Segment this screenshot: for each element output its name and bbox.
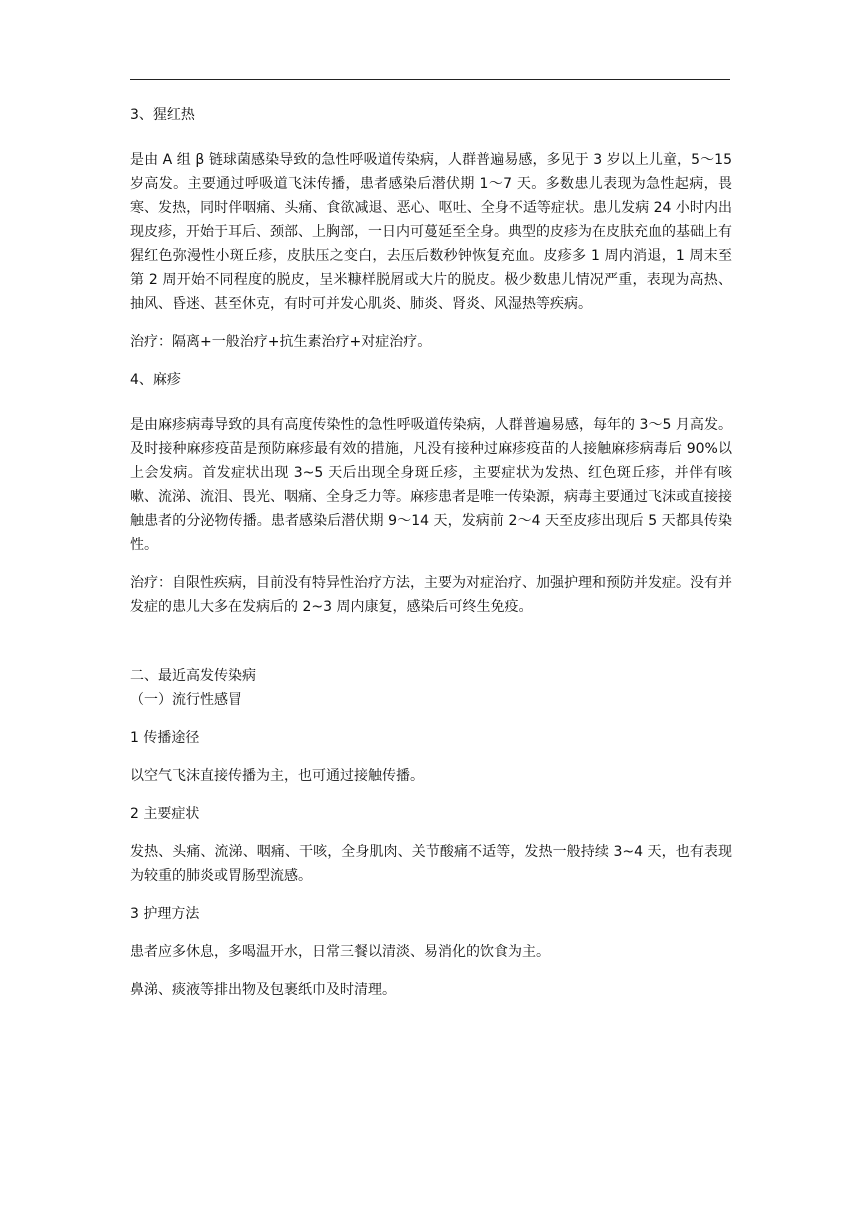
section-heading-scarlet-fever: 3、猩红热 — [130, 107, 195, 123]
influenza-care-text-2: 鼻涕、痰液等排出物及包裹纸巾及时清理。 — [130, 982, 396, 998]
measles-treatment: 治疗：自限性疾病，目前没有特异性治疗方法，主要为对症治疗、加强护理和预防并发症。没有并发症的患儿大多在发病后的 2~3 周内康复，感染后可终生免疫。 — [130, 575, 732, 615]
influenza-symptoms-text: 发热、头痛、流涕、咽痛、干咳，全身肌肉、关节酸痛不适等，发热一般持续 3~4 天，也有表现为较重的肺炎或胃肠型流感。 — [130, 844, 732, 884]
measles-description: 是由麻疹病毒导致的具有高度传染性的急性呼吸道传染病，人群普遍易感，每年的 3～5 月高发。及时接种麻疹疫苗是预防麻疹最有效的措施，凡没有接种过麻疹疫苗的人接触麻疹病毒后 90%以上会发病。首发症状出现 3~5 天后出现全身斑丘疹，主要症状为发热、红色斑丘疹，并伴有咳嗽、流涕、流泪、畏光、咽痛、全身乏力等。麻疹患者是唯一传染源，病毒主要通过飞沫或直接接触患者的分泌物传播。患者感染后潜伏期 9～14 天，发病前 2～4 天至皮疹出现后 5 天都具传染性。 — [130, 417, 732, 553]
header-rule — [130, 79, 730, 80]
influenza-transmission-text: 以空气飞沫直接传播为主，也可通过接触传播。 — [130, 768, 424, 784]
influenza-symptoms-heading: 2 主要症状 — [130, 806, 200, 822]
scarlet-fever-description: 是由 A 组 β 链球菌感染导致的急性呼吸道传染病，人群普遍易感，多见于 3 岁以上儿童，5～15 岁高发。主要通过呼吸道飞沫传播，患者感染后潜伏期 1～7 天。多数患儿表现为急性起病，畏寒、发热，同时伴咽痛、头痛、食欲减退、恶心、呕吐、全身不适等症状。患儿发病 24 小时内出现皮疹，开始于耳后、颈部、上胸部，一日内可蔓延至全身。典型的皮疹为在皮肤充血的基础上有猩红色弥漫性小斑丘疹，皮肤压之变白，去压后数秒钟恢复充血。皮疹多 1 周内消退，1 周末至第 2 周开始不同程度的脱皮，呈米糠样脱屑或大片的脱皮。极少数患儿情况严重，表现为高热、抽风、昏迷、甚至休克，有时可并发心肌炎、肺炎、肾炎、风湿热等疾病。 — [130, 152, 732, 312]
influenza-transmission-heading: 1 传播途径 — [130, 730, 200, 746]
influenza-care-heading: 3 护理方法 — [130, 906, 200, 922]
influenza-care-text-1: 患者应多休息，多喝温开水，日常三餐以清淡、易消化的饮食为主。 — [130, 944, 550, 960]
document-body — [130, 103, 732, 1002]
section-heading-measles: 4、麻疹 — [130, 372, 181, 388]
part-two-heading: 二、最近高发传染病 — [130, 668, 256, 684]
scarlet-fever-treatment: 治疗：隔离+一般治疗+抗生素治疗+对症治疗。 — [130, 334, 432, 350]
influenza-heading: （一）流行性感冒 — [130, 692, 242, 708]
